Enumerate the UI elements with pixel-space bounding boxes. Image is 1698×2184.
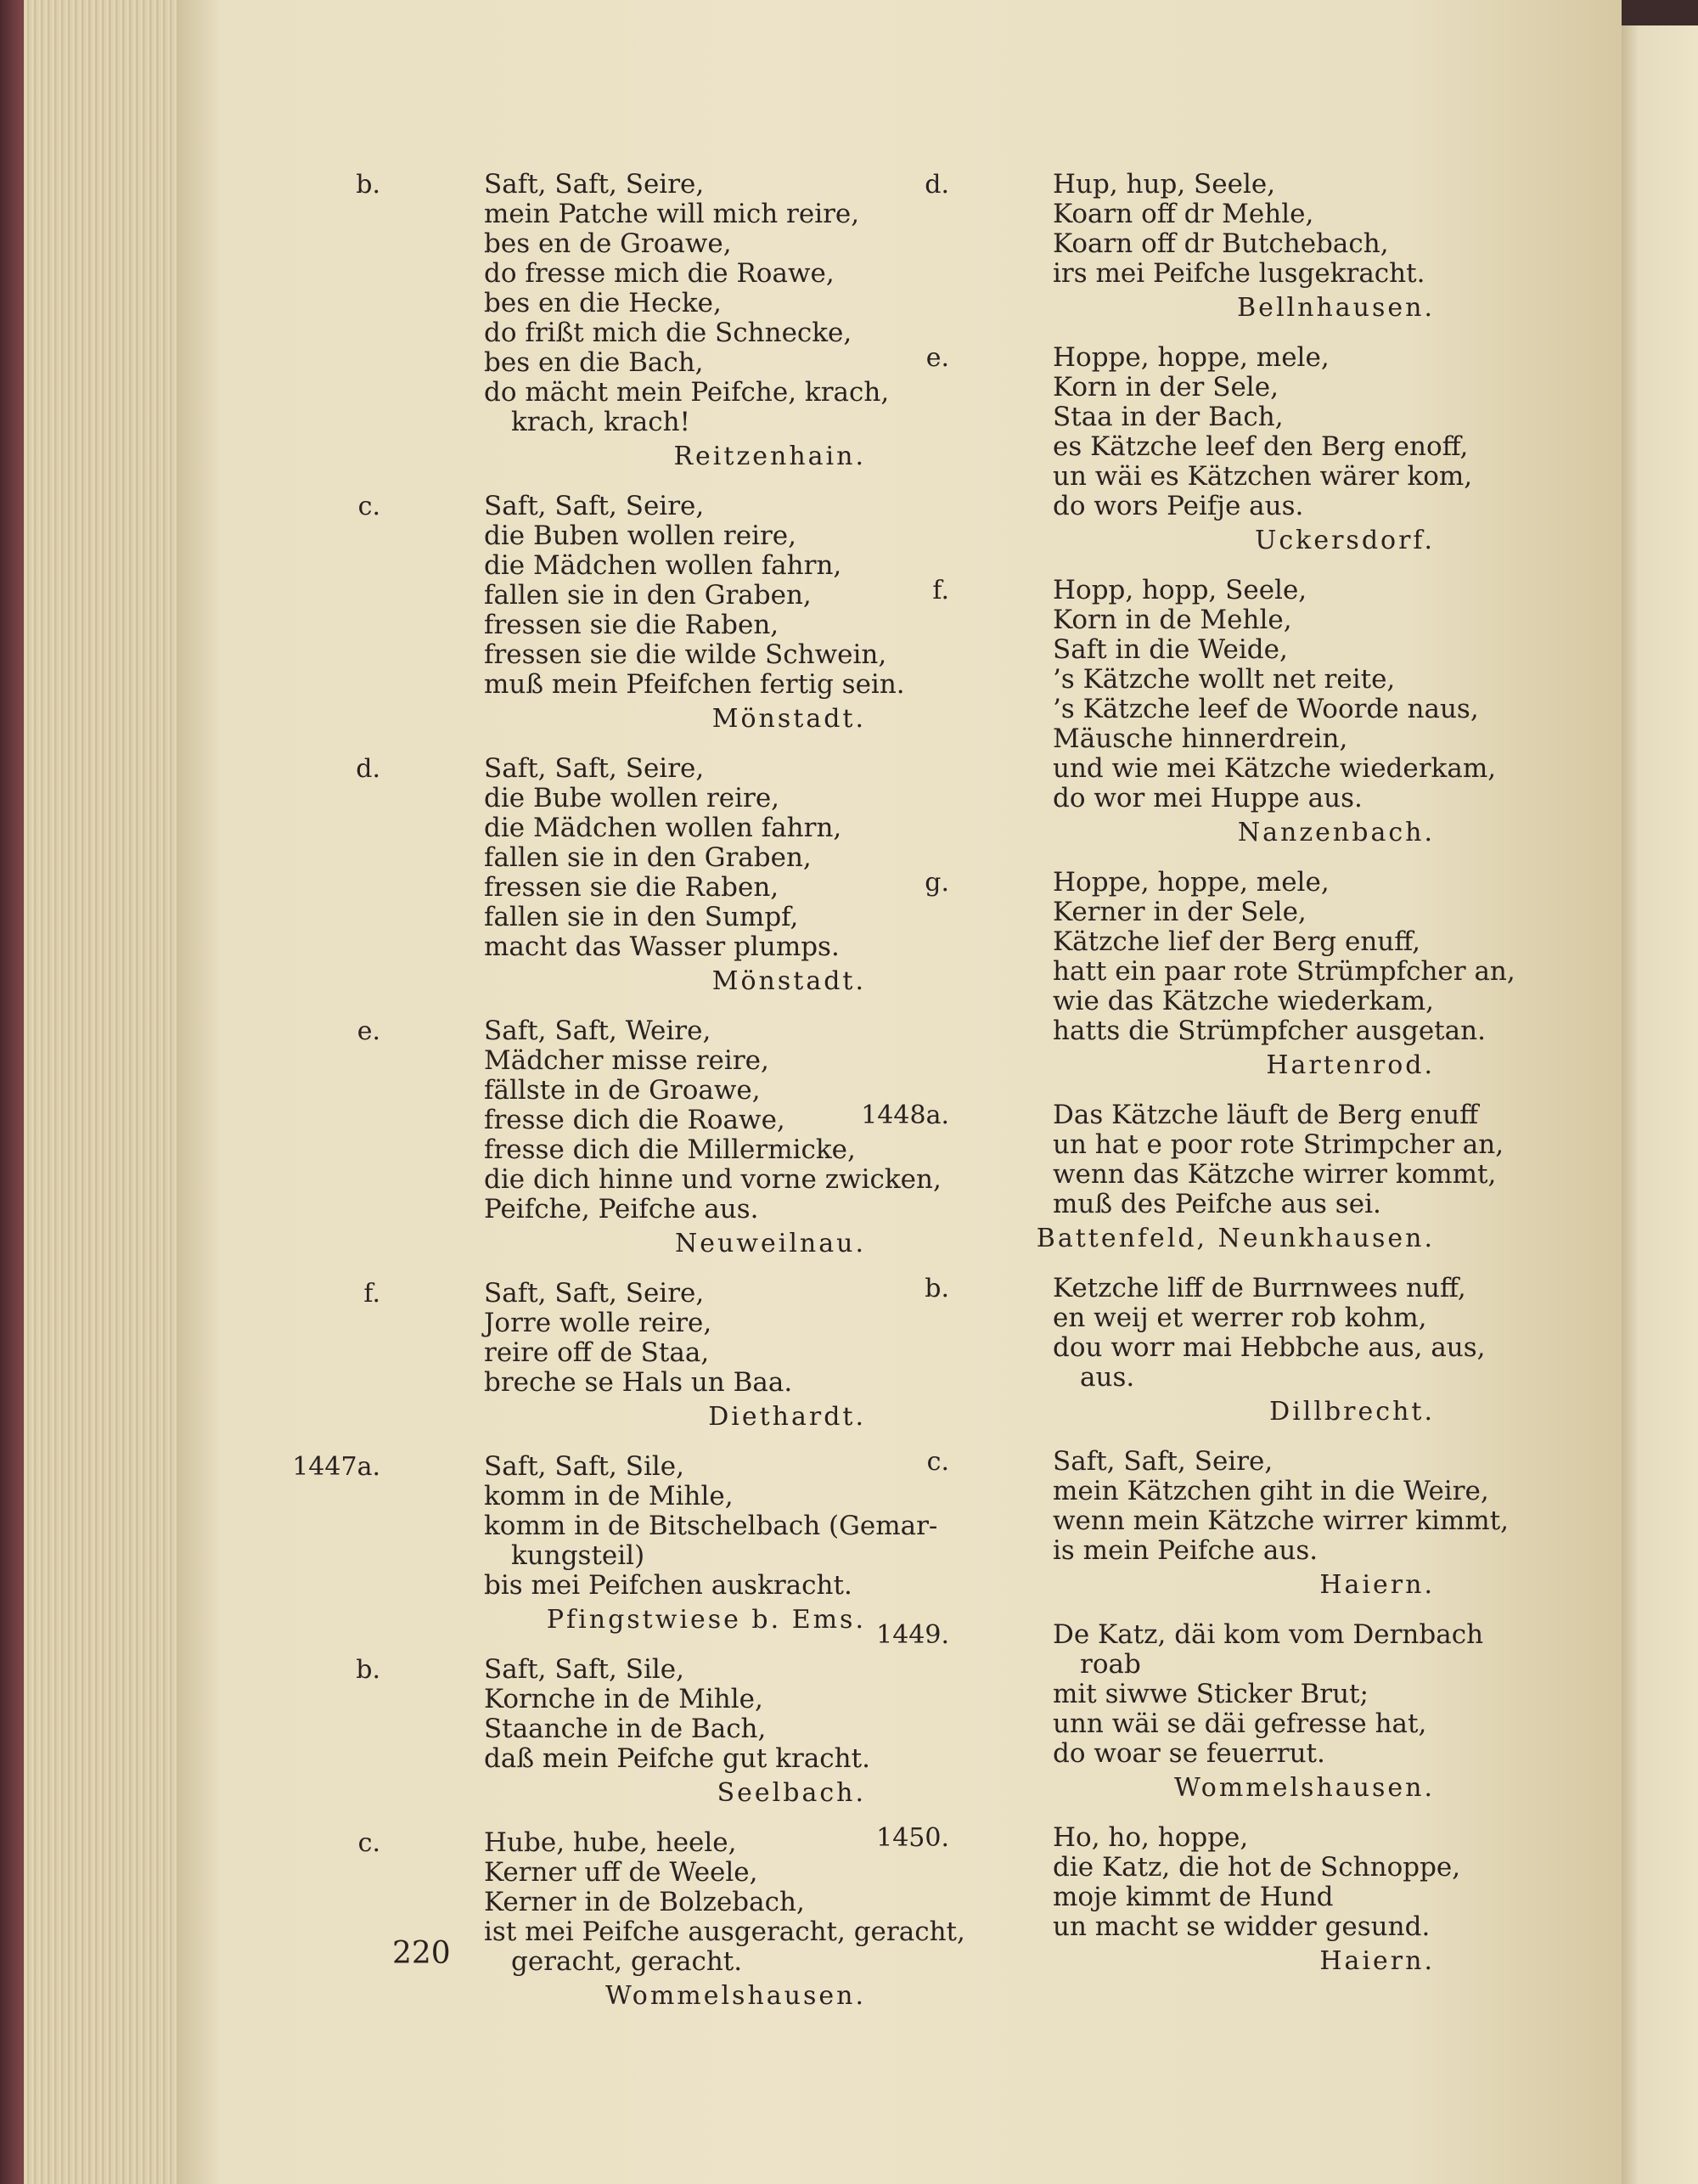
verse-line: mit siwwe Sticker Brut;: [1053, 1679, 1369, 1709]
verse-line: die Mädchen wollen fahrn,: [484, 813, 842, 843]
verse-line: Peifche, Peifche aus.: [484, 1194, 759, 1224]
verse-line: bes en die Hecke,: [484, 288, 722, 318]
place-name: Bellnhausen.: [1237, 293, 1435, 323]
verse-line: fressen sie die Raben,: [484, 872, 779, 903]
verse-line: un macht se widder gesund.: [1053, 1911, 1431, 1942]
verse-line: geracht, geracht.: [511, 1946, 743, 1977]
verse-line: die Bube wollen reire,: [484, 783, 780, 813]
verse-line: Hoppe, hoppe, mele,: [1053, 342, 1330, 373]
verse-line: Saft, Saft, Seire,: [484, 1278, 705, 1309]
verse-number: f.: [363, 1279, 380, 1309]
verse-line: fressen sie die Raben,: [484, 610, 779, 640]
verse-line: die Mädchen wollen fahrn,: [484, 550, 842, 581]
verse-number: b.: [356, 170, 380, 200]
verse-line: do fresse mich die Roawe,: [484, 258, 835, 289]
verse-line: bes en de Groawe,: [484, 228, 732, 259]
verse-line: do wor mei Huppe aus.: [1053, 783, 1363, 813]
verse-line: Kätzche lief der Berg enuff,: [1053, 926, 1421, 957]
verse-line: komm in de Mihle,: [484, 1481, 734, 1511]
verse-number: e.: [357, 1016, 380, 1046]
verse-line: die dich hinne und vorne zwicken,: [484, 1164, 942, 1195]
verse-entry: [356, 753, 866, 998]
verse-entry: [356, 169, 890, 473]
verse-number: d.: [925, 170, 949, 200]
verse-line: hatt ein paar rote Strümpfcher an,: [1053, 956, 1515, 987]
verse-line: Kerner in de Bolzebach,: [484, 1887, 805, 1917]
verse-line: Saft, Saft, Sile,: [484, 1654, 684, 1685]
verse-line: Kornche in de Mihle,: [484, 1684, 763, 1714]
verse-number: d.: [356, 754, 380, 784]
verse-line: Hube, hube, heele,: [484, 1827, 737, 1858]
page-stack-edge: [24, 0, 194, 2184]
verse-line: daß mein Peifche gut kracht.: [484, 1743, 870, 1774]
verse-line: fällste in de Groawe,: [484, 1075, 761, 1106]
verse-line: is mein Peifche aus.: [1053, 1535, 1318, 1566]
right-column: [861, 169, 1515, 1996]
verse-entry: [876, 1619, 1484, 1804]
place-name: Neuweilnau.: [674, 1229, 866, 1258]
verse-entry: [925, 1273, 1486, 1428]
place-name: Reitzenhain.: [673, 442, 866, 471]
verse-line: mein Patche will mich reire,: [484, 199, 860, 229]
verse-entry: [926, 1446, 1510, 1601]
verse-line: die Buben wollen reire,: [484, 521, 797, 551]
verse-entry: [357, 491, 905, 735]
verse-number: g.: [925, 868, 949, 898]
verse-line: ’s Kätzche wollt net reite,: [1053, 664, 1396, 695]
verse-entry: [925, 169, 1435, 324]
page-number: 220: [392, 1936, 451, 1971]
verse-line: fresse dich die Roawe,: [484, 1105, 785, 1135]
verse-line: Hoppe, hoppe, mele,: [1053, 867, 1330, 898]
verse-line: mein Kätzchen giht in die Weire,: [1053, 1476, 1489, 1506]
verse-number: b.: [925, 1274, 949, 1303]
verse-line: Mädcher misse reire,: [484, 1045, 769, 1076]
verse-number: 1450.: [876, 1823, 949, 1853]
verse-line: Hup, hup, Seele,: [1053, 169, 1276, 200]
verse-line: Staanche in de Bach,: [484, 1714, 767, 1744]
place-name: Nanzenbach.: [1237, 818, 1435, 847]
place-name: Hartenrod.: [1266, 1050, 1435, 1080]
verse-number: b.: [356, 1655, 380, 1685]
verse-line: reire off de Staa,: [484, 1337, 710, 1368]
verse-line: Mäusche hinnerdrein,: [1053, 723, 1348, 754]
verse-line: De Katz, däi kom vom Dernbach: [1053, 1619, 1484, 1650]
verse-line: Saft, Saft, Weire,: [484, 1016, 711, 1046]
verse-line: kungsteil): [511, 1540, 645, 1571]
verse-line: komm in de Bitschelbach (Gemar-: [484, 1511, 938, 1541]
verse-entry: [932, 575, 1497, 849]
verse-line: un wäi es Kätzchen wärer kom,: [1053, 461, 1473, 492]
verse-line: Staa in der Bach,: [1053, 402, 1284, 432]
verse-line: ’s Kätzche leef de Woorde naus,: [1053, 694, 1479, 724]
verse-line: do wors Peifje aus.: [1053, 491, 1304, 521]
verse-line: do frißt mich die Schnecke,: [484, 318, 852, 348]
verse-line: Koarn off dr Butchebach,: [1053, 228, 1389, 259]
verse-line: Ketzche liff de Burrnwees nuff,: [1053, 1273, 1466, 1303]
verse-line: die Katz, die hot de Schnoppe,: [1053, 1852, 1461, 1883]
verse-line: unn wäi se däi gefresse hat,: [1053, 1708, 1427, 1739]
verse-line: Kerner in der Sele,: [1053, 897, 1307, 927]
verse-line: do woar se feuerrut.: [1053, 1738, 1325, 1769]
verse-line: muß mein Pfeifchen fertig sein.: [484, 669, 905, 700]
verse-line: wie das Kätzche wiederkam,: [1053, 986, 1435, 1016]
place-name: Dillbrecht.: [1269, 1397, 1435, 1427]
verse-line: Korn in de Mehle,: [1053, 605, 1292, 635]
place-name: Battenfeld, Neunkhausen.: [1036, 1224, 1435, 1253]
verse-line: Korn in der Sele,: [1053, 372, 1279, 402]
verse-line: bes en die Bach,: [484, 347, 704, 378]
verse-line: Koarn off dr Mehle,: [1053, 199, 1314, 229]
verse-line: wenn mein Kätzche wirrer kimmt,: [1053, 1506, 1510, 1536]
verse-line: fallen sie in den Graben,: [484, 580, 812, 611]
place-name: Mönstadt.: [711, 966, 866, 996]
verse-number: 1448a.: [861, 1100, 949, 1130]
verse-entry: [861, 1100, 1504, 1255]
verse-line: krach, krach!: [511, 407, 690, 437]
place-name: Diethardt.: [708, 1402, 866, 1432]
place-name: Uckersdorf.: [1255, 526, 1435, 555]
verse-line: fallen sie in den Graben,: [484, 842, 812, 873]
verse-entry: [356, 1654, 870, 1810]
verse-line: fallen sie in den Sumpf,: [484, 902, 799, 932]
verse-line: irs mei Peifche lusgekracht.: [1053, 258, 1425, 289]
verse-entry: [925, 342, 1473, 557]
verse-line: fressen sie die wilde Schwein,: [484, 639, 887, 670]
verse-number: 1447a.: [292, 1452, 380, 1482]
verse-line: en weij et werrer rob kohm,: [1053, 1303, 1427, 1333]
verse-entry: [925, 867, 1515, 1082]
verse-line: aus.: [1080, 1362, 1135, 1393]
verse-line: un hat e poor rote Strimpcher an,: [1053, 1129, 1504, 1160]
verse-line: Saft in die Weide,: [1053, 634, 1288, 665]
verse-number: 1449.: [876, 1620, 949, 1650]
place-name: Wommelshausen.: [1173, 1773, 1435, 1803]
place-name: Haiern.: [1319, 1946, 1435, 1976]
verse-line: Saft, Saft, Seire,: [484, 491, 705, 521]
verse-number: c.: [357, 492, 380, 521]
verse-number: e.: [925, 343, 949, 373]
verse-line: Das Kätzche läuft de Berg enuff: [1053, 1100, 1479, 1130]
place-name: Haiern.: [1319, 1570, 1435, 1600]
verse-line: Hopp, hopp, Seele,: [1053, 575, 1307, 605]
place-name: Wommelshausen.: [604, 1981, 866, 2011]
verse-line: wenn das Kätzche wirrer kommt,: [1053, 1159, 1497, 1190]
verse-line: Saft, Saft, Seire,: [484, 169, 705, 200]
place-name: Mönstadt.: [711, 704, 866, 734]
verse-line: fresse dich die Millermicke,: [484, 1134, 856, 1165]
verse-line: Ho, ho, hoppe,: [1053, 1822, 1249, 1853]
verse-line: Saft, Saft, Sile,: [484, 1451, 684, 1482]
verse-number: f.: [932, 576, 949, 605]
verse-number: c.: [357, 1828, 380, 1858]
verse-number: c.: [926, 1447, 949, 1477]
verse-line: moje kimmt de Hund: [1053, 1882, 1334, 1912]
verse-line: bis mei Peifchen auskracht.: [484, 1570, 852, 1601]
facing-page-edge: [1613, 25, 1698, 2184]
verse-entry: [876, 1822, 1461, 1978]
verse-line: macht das Wasser plumps.: [484, 932, 840, 962]
verse-line: und wie mei Kätzche wiederkam,: [1053, 753, 1497, 784]
verse-line: muß des Peifche aus sei.: [1053, 1189, 1381, 1219]
verse-entry: [292, 1451, 938, 1636]
verse-line: Saft, Saft, Seire,: [1053, 1446, 1274, 1477]
verse-line: do mächt mein Peifche, krach,: [484, 377, 890, 408]
verse-line: es Kätzche leef den Berg enoff,: [1053, 431, 1469, 462]
verse-line: hatts die Strümpfcher ausgetan.: [1053, 1016, 1486, 1046]
place-name: Seelbach.: [717, 1778, 866, 1808]
verse-line: Saft, Saft, Seire,: [484, 753, 705, 784]
place-name: Pfingstwiese b. Ems.: [546, 1605, 866, 1635]
verse-line: Jorre wolle reire,: [484, 1308, 712, 1338]
verse-entry: [363, 1278, 866, 1433]
verse-line: breche se Hals un Baa.: [484, 1367, 793, 1398]
verse-line: ist mei Peifche ausgeracht, geracht,: [484, 1917, 965, 1947]
verse-line: Kerner uff de Weele,: [484, 1857, 758, 1888]
verse-line: roab: [1080, 1649, 1141, 1680]
verse-line: dou worr mai Hebbche aus, aus,: [1053, 1332, 1486, 1363]
